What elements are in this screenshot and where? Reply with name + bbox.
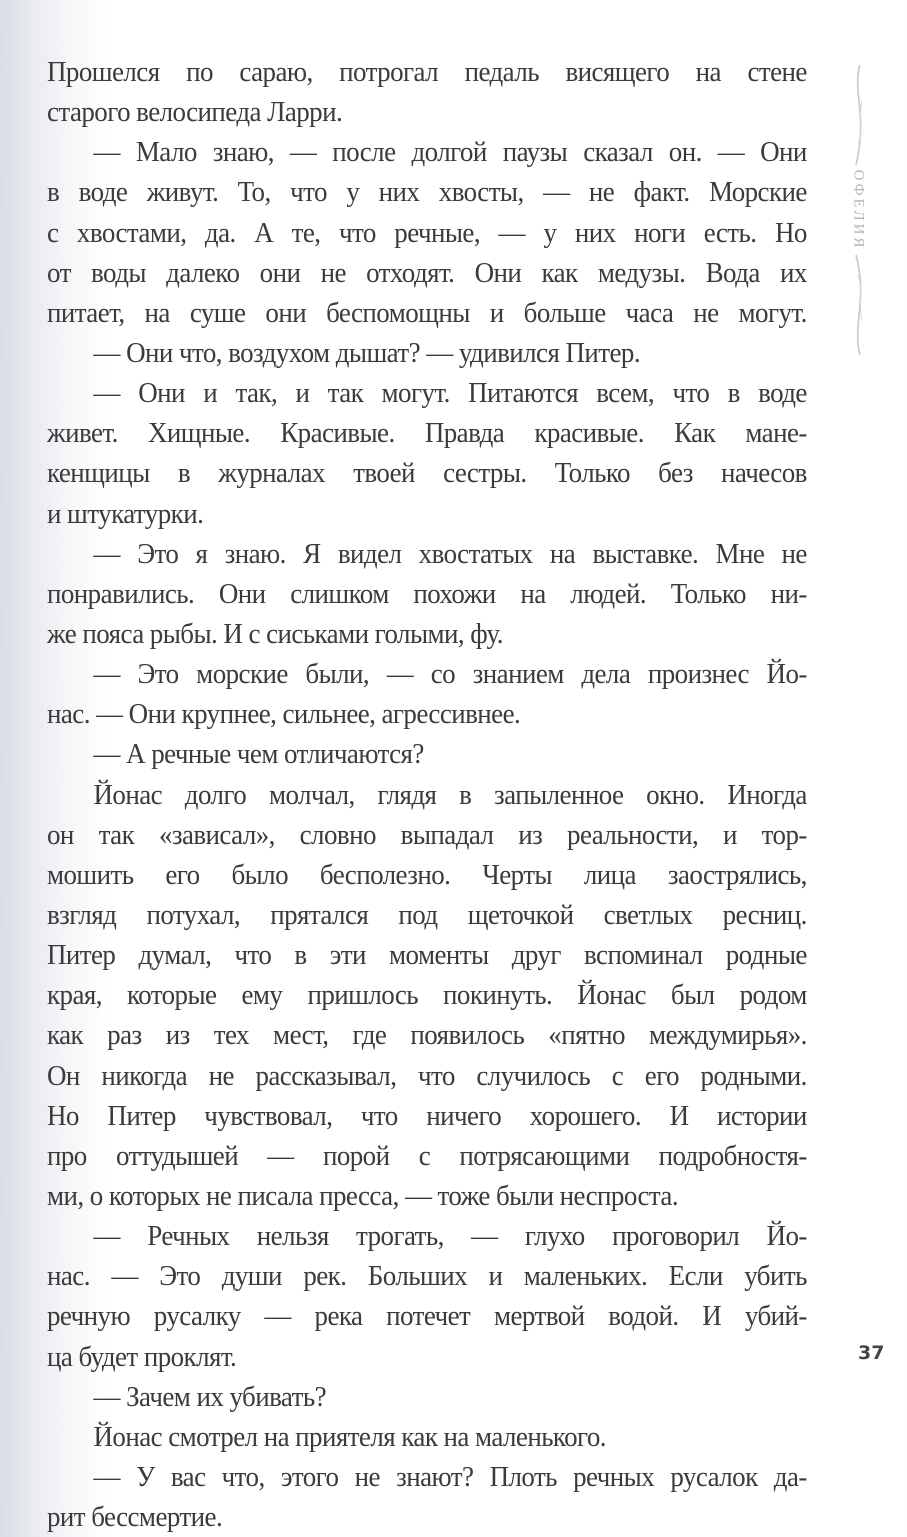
text-line: Питер думал, что в эти моменты друг вспоминал родные bbox=[47, 939, 807, 972]
text-line: — Речных нельзя трогать, — глухо проговорил Йо- bbox=[93, 1220, 807, 1253]
text-line: старого велосипеда Ларри. bbox=[47, 96, 343, 129]
text-line: питает, на суше они беспомощны и больше часа не могут. bbox=[47, 296, 807, 329]
text-line: Он никогда не рассказывал, что случилось с его родными. bbox=[47, 1059, 807, 1092]
flourish-top-icon bbox=[838, 60, 878, 170]
text-line: речную русалку — река потечет мертвой водой. И убий- bbox=[47, 1300, 807, 1333]
text-line: рит бессмертие. bbox=[47, 1501, 223, 1534]
page-body-text bbox=[47, 52, 807, 1537]
text-line: же пояса рыбы. И с сиськами голыми, фу. bbox=[47, 617, 503, 650]
text-line: понравились. Они слишком похожи на людей. Только ни- bbox=[47, 577, 807, 610]
text-line: ми, о которых не писала пресса, — тоже были неспроста. bbox=[47, 1179, 679, 1212]
text-line: живет. Хищные. Красивые. Правда красивые. Как мане- bbox=[47, 417, 807, 450]
text-line: ца будет проклят. bbox=[47, 1340, 237, 1373]
text-line: нас. — Они крупнее, сильнее, агрессивнее. bbox=[47, 698, 521, 731]
text-line: нас. — Это души рек. Больших и маленьких. Если убить bbox=[47, 1260, 807, 1293]
text-line: — А речные чем отличаются? bbox=[93, 738, 424, 771]
text-line: он так «зависал», словно выпадал из реальности, и тор- bbox=[47, 818, 807, 851]
text-line: от воды далеко они не отходят. Они как медузы. Вода их bbox=[47, 256, 807, 289]
text-line: мошить его было бесполезно. Черты лица заострялись, bbox=[47, 858, 807, 891]
text-line: края, которые ему пришлось покинуть. Йонас был родом bbox=[47, 979, 807, 1012]
text-line: как раз из тех мест, где появилось «пятно междумирья». bbox=[47, 1019, 807, 1052]
flourish-bottom-icon bbox=[838, 250, 878, 360]
text-line: кенщицы в журналах твоей сестры. Только без начесов bbox=[47, 457, 807, 490]
text-line: Прошелся по сараю, потрогал педаль висящего на стене bbox=[47, 56, 807, 88]
text-line: — Зачем их убивать? bbox=[93, 1380, 327, 1413]
text-line: Но Питер чувствовал, что ничего хорошего. И истории bbox=[47, 1099, 807, 1132]
running-head-title: ОФЕЛИЯ bbox=[850, 169, 867, 251]
running-head bbox=[838, 60, 878, 360]
text-line: про оттудышей — порой с потрясающими подробностя- bbox=[47, 1139, 807, 1172]
text-line: — Мало знаю, — после долгой паузы сказал он. — Они bbox=[93, 136, 807, 169]
text-line: в воде живут. То, что у них хвосты, — не факт. Морские bbox=[47, 176, 807, 209]
page-number: 37 bbox=[858, 1342, 885, 1364]
text-line: — У вас что, этого не знают? Плоть речных русалок да- bbox=[93, 1460, 807, 1493]
text-line: — Это морские были, — со знанием дела произнес Йо- bbox=[93, 658, 807, 691]
text-line: — Это я знаю. Я видел хвостатых на выставке. Мне не bbox=[93, 537, 807, 570]
text-line: и штукатурки. bbox=[47, 497, 204, 530]
text-line: взгляд потухал, прятался под щеточкой светлых ресниц. bbox=[47, 898, 807, 931]
text-line: Йонас смотрел на приятеля как на маленького. bbox=[93, 1420, 606, 1453]
text-line: Йонас долго молчал, глядя в запыленное окно. Иногда bbox=[93, 778, 807, 811]
text-line: — Они что, воздухом дышат? — удивился Питер. bbox=[93, 336, 641, 369]
text-line: с хвостами, да. А те, что речные, — у них ноги есть. Но bbox=[47, 216, 807, 249]
text-line: — Они и так, и так могут. Питаются всем, что в воде bbox=[93, 377, 807, 410]
